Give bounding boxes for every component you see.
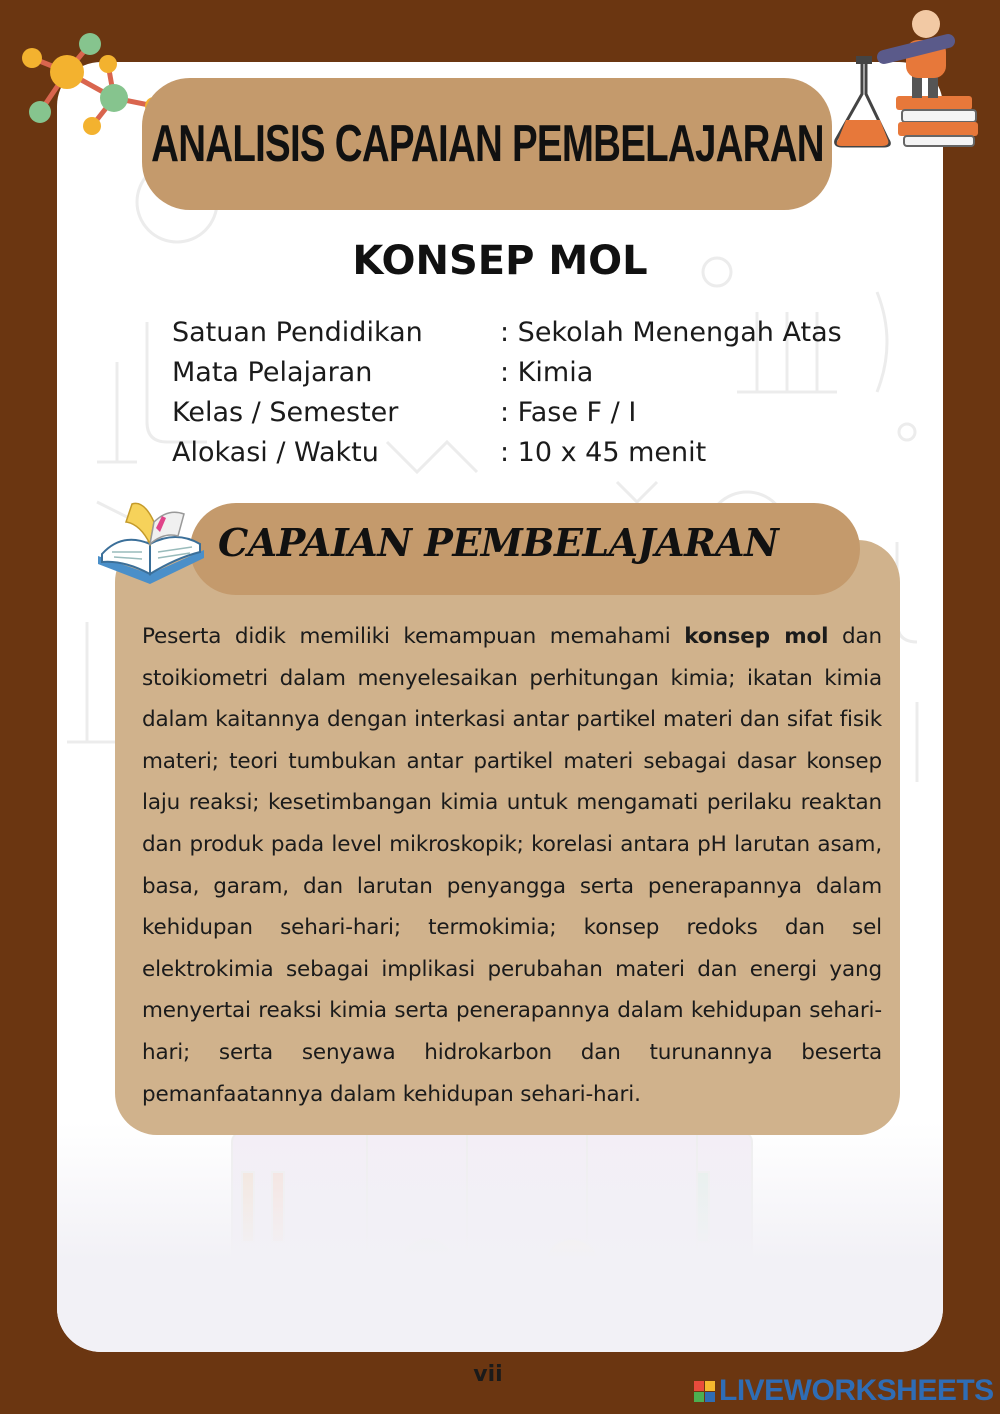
page-number: vii [473,1362,503,1387]
info-value: : Kimia [500,356,594,388]
info-label: Mata Pelajaran [172,356,373,388]
paragraph-text-start: Peserta didik memiliki kemampuan memahami [142,624,685,649]
info-label: Alokasi / Waktu [172,436,379,468]
info-value: : 10 x 45 menit [500,436,707,468]
section-title: CAPAIAN PEMBELAJARAN [218,520,779,565]
info-row [172,312,852,352]
liveworksheets-logo-icon [694,1381,715,1402]
page-title: ANALISIS CAPAIAN PEMBELAJARAN [150,115,824,173]
paragraph-bold-term: konsep mol [684,624,829,649]
open-book-icon [92,492,212,592]
topic-title: KONSEP MOL [352,238,648,284]
paragraph-text-rest: dan stoikiometri dalam menyelesaikan perhitungan kimia; ikatan kimia dalam kaitannya dengan interkasi antar partikel materi dan sifat fisik materi; teori tumbukan antar partikel materi sebagai dasar konsep laju reaksi; kesetimbangan kimia untuk mengamati perilaku reaktan dan produk pada level mikroskopik; korelasi antara pH larutan asam, basa, garam, dan larutan penyangga serta penerapannya dalam kehidupan sehari-hari; termokimia; konsep redoks dan sel elektrokimia sebagai implikasi perubahan materi dan energi yang menyertai reaksi kimia serta penerapannya dalam kehidupan sehari-hari; serta senyawa hidrokarbon dan turunannya beserta pemanfaatannya dalam kehidupan sehari-hari. [142,624,882,1107]
info-row [172,432,852,472]
title-banner [142,78,832,210]
info-table [172,312,852,472]
learning-outcome-paragraph [142,616,882,1115]
info-row [172,352,852,392]
info-value: : Sekolah Menengah Atas [500,316,842,348]
info-label: Satuan Pendidikan [172,316,423,348]
info-value: : Fase F / I [500,396,637,428]
liveworksheets-watermark[interactable] [694,1374,994,1408]
info-label: Kelas / Semester [172,396,399,428]
bottom-fade [57,1122,943,1352]
watermark-text: LIVEWORKSHEETS [719,1374,994,1407]
info-row [172,392,852,432]
scientist-illustration [832,4,982,154]
